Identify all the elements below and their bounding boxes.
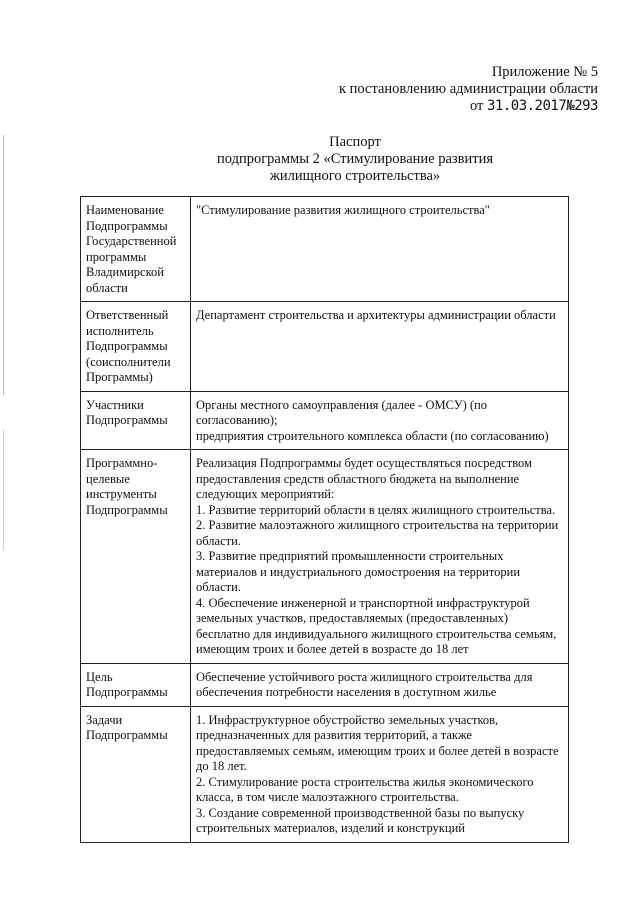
- value-paragraph: 1. Развитие территорий области в целях жилищного строительства.: [196, 502, 556, 517]
- title-line-3: жилищного строительства»: [269, 168, 441, 184]
- value-paragraph: Департамент строительства и архитектуры администрации области: [196, 308, 556, 322]
- row-value: [191, 197, 569, 302]
- appendix-header: [0, 64, 598, 115]
- row-value: [191, 391, 569, 450]
- value-paragraph: 3. Создание современной производственной базы по выпуску строительных материалов, изделий и конструкций: [196, 805, 525, 835]
- passport-table: [80, 196, 569, 843]
- appendix-date-prefix: от: [469, 98, 484, 114]
- value-paragraph: 1. Инфраструктурное обустройство земельных участков, предназначенных для развития территорий, а также предоставляемых семьям, имеющим троих и более детей в возрасте до 18 лет.: [196, 712, 559, 773]
- value-paragraph: предприятия строительного комплекса области (по согласованию): [196, 428, 549, 443]
- row-value: [191, 302, 569, 392]
- row-value: [191, 706, 569, 842]
- value-paragraph: 3. Развитие предприятий промышленности строительных материалов и индустриального домостроения на территории области.: [196, 549, 521, 594]
- appendix-date-number: 31.03.2017№293: [486, 98, 598, 114]
- row-label: Цель Подпрограммы: [81, 663, 191, 706]
- value-paragraph: Обеспечение устойчивого роста жилищного строительства для обеспечения потребности населения в доступном жилье: [196, 669, 533, 699]
- row-label: Ответственный исполнитель Подпрограммы (соисполнители Программы): [81, 302, 191, 392]
- table-row: [81, 302, 569, 392]
- appendix-line-1: Приложение № 5: [491, 64, 598, 80]
- row-value: [191, 450, 569, 664]
- value-paragraph: "Стимулирование развития жилищного строительства": [196, 203, 490, 217]
- table-row: [81, 197, 569, 302]
- title-line-1: Паспорт: [329, 134, 381, 150]
- appendix-line-3: [0, 98, 598, 115]
- value-paragraph: Органы местного самоуправления (далее - ОМСУ) (по согласованию);: [196, 397, 488, 427]
- table-row: [81, 391, 569, 450]
- title-line-2: подпрограммы 2 «Стимулирование развития: [216, 151, 494, 167]
- scan-edge-mark: [3, 135, 4, 395]
- scan-edge-mark: [3, 430, 4, 550]
- value-paragraph: 2. Стимулирование роста строительства жилья экономического класса, в том числе малоэтажного строительства.: [196, 774, 534, 804]
- row-value: [191, 663, 569, 706]
- value-paragraph: 4. Обеспечение инженерной и транспортной инфраструктурой земельных участков, предоставляемых (предоставленных) бесплатно для индивидуального жилищного строительства семьям, имеющим троих и более детей в возрасте до 18 лет: [196, 595, 557, 656]
- appendix-line-2: к постановлению администрации области: [338, 81, 598, 97]
- table-row: [81, 663, 569, 706]
- table-row: [81, 450, 569, 664]
- value-paragraph: 2. Развитие малоэтажного жилищного строительства на территории области.: [196, 518, 559, 548]
- row-label: Задачи Подпрограммы: [81, 706, 191, 842]
- document-title: [180, 134, 530, 185]
- row-label: Наименование Подпрограммы Государственной программы Владимирской области: [81, 197, 191, 302]
- value-paragraph: Реализация Подпрограммы будет осуществляться посредством предоставления средств областного бюджета на выполнение следующих мероприятий:: [196, 456, 532, 501]
- row-label: Программно-целевые инструменты Подпрограммы: [81, 450, 191, 664]
- table-row: [81, 706, 569, 842]
- row-label: Участники Подпрограммы: [81, 391, 191, 450]
